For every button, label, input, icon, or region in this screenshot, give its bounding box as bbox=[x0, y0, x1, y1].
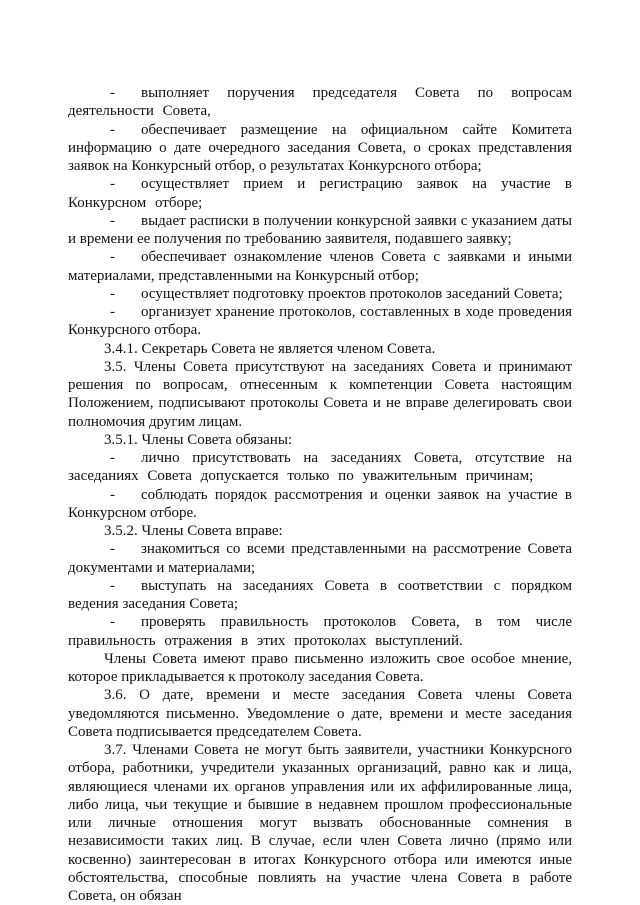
list-dash: - bbox=[110, 121, 115, 138]
clause-3-4-1: 3.4.1. Секретарь Совета не является членом Совета. bbox=[104, 340, 436, 357]
list-item-text: осуществляет подготовку проектов протоколов заседаний Совета; bbox=[141, 285, 563, 302]
list-item bbox=[68, 540, 572, 577]
list-item bbox=[68, 449, 572, 486]
list-dash: - bbox=[110, 614, 115, 631]
list-dash: - bbox=[110, 486, 115, 503]
clause-3-6: 3.6. О дате, времени и месте заседания Совета члены Совета уведомляются письменно. Уведомление о дате, времени и месте заседания Совета подписывается председателем Совета. bbox=[68, 687, 572, 740]
list-item bbox=[68, 248, 572, 285]
list-dash: - bbox=[110, 450, 115, 466]
list-item bbox=[68, 486, 572, 523]
list-item-text: обеспечивает ознакомление членов Совета с заявками и иными материалами, представленными на Конкурсный отбор; bbox=[68, 249, 572, 284]
list-item-text: знакомиться со всеми представленными на рассмотрение Совета документами и материалами; bbox=[68, 541, 572, 576]
list-item-text: организует хранение протоколов, составленных в ходе проведения Конкурсного отбора. bbox=[68, 304, 572, 339]
clause-3-5: 3.5. Члены Совета присутствуют на заседаниях Совета и принимают решения по вопросам, отнесенным к компетенции Совета настоящим Положением, подписывают протоколы Совета и не вправе делегировать свои полномочия другим лицам. bbox=[68, 358, 572, 430]
list-item bbox=[68, 613, 572, 650]
list-item-text: лично присутствовать на заседаниях Совета, отсутствие на заседаниях Совета допускается только по уважительным причинам; bbox=[68, 450, 572, 485]
list-item bbox=[68, 577, 572, 614]
list-item-text: выполняет поручения председателя Совета по вопросам деятельности Совета, bbox=[68, 85, 572, 120]
list-item bbox=[68, 175, 572, 212]
list-item bbox=[68, 285, 572, 303]
clause-3-5-1: 3.5.1. Члены Совета обязаны: bbox=[104, 431, 293, 448]
members-special-opinion: Члены Совета имеют право письменно изложить свое особое мнение, которое прикладывается к протоколу заседания Совета. bbox=[68, 650, 572, 685]
list-item bbox=[68, 303, 572, 340]
list-item bbox=[68, 84, 572, 121]
list-dash: - bbox=[110, 176, 115, 193]
clause-3-7: 3.7. Членами Совета не могут быть заявители, участники Конкурсного отбора, работники, учредители указанных организаций, равно как и лица, являющиеся членами их органов управления или их аффилированные лица, либо лица, чьи текущие и бывшие в недавнем прошлом профессиональные или личные отношения могут вызвать обоснованные сомнения в независимости таких лиц. В случае, если член Совета лично (прямо или косвенно) заинтересован в итогах Конкурсного отбора или имеются иные обстоятельства, способные повлиять на участие члена Совета в работе Совета, он обязан bbox=[68, 742, 572, 904]
list-dash: - bbox=[110, 85, 115, 101]
document-body bbox=[68, 84, 572, 905]
list-item bbox=[68, 121, 572, 176]
list-dash: - bbox=[110, 304, 115, 320]
list-item-text: выступать на заседаниях Совета в соответствии с порядком ведения заседания Совета; bbox=[68, 577, 572, 612]
list-dash: - bbox=[110, 285, 115, 302]
list-dash: - bbox=[110, 212, 115, 229]
list-dash: - bbox=[110, 541, 115, 558]
list-item-text: проверять правильность протоколов Совета, в том числе правильность отражения в этих протоколах выступлений. bbox=[68, 614, 572, 649]
list-item-text: осуществляет прием и регистрацию заявок на участие в Конкурсном отборе; bbox=[68, 176, 572, 211]
list-item-text: обеспечивает размещение на официальном сайте Комитета информацию о дате очередного заседания Совета, о сроках представления заявок на Конкурсный отбор, о результатах Конкурсного отбора; bbox=[68, 121, 572, 174]
list-item bbox=[68, 212, 572, 249]
list-item-text: выдает расписки в получении конкурсной заявки с указанием даты и времени ее получения по требованию заявителя, подавшего заявку; bbox=[68, 212, 572, 247]
list-item-text: соблюдать порядок рассмотрения и оценки заявок на участие в Конкурсном отборе. bbox=[68, 486, 572, 521]
clause-3-5-2: 3.5.2. Члены Совета вправе: bbox=[104, 523, 283, 539]
list-dash: - bbox=[110, 249, 115, 266]
list-dash: - bbox=[110, 577, 115, 594]
